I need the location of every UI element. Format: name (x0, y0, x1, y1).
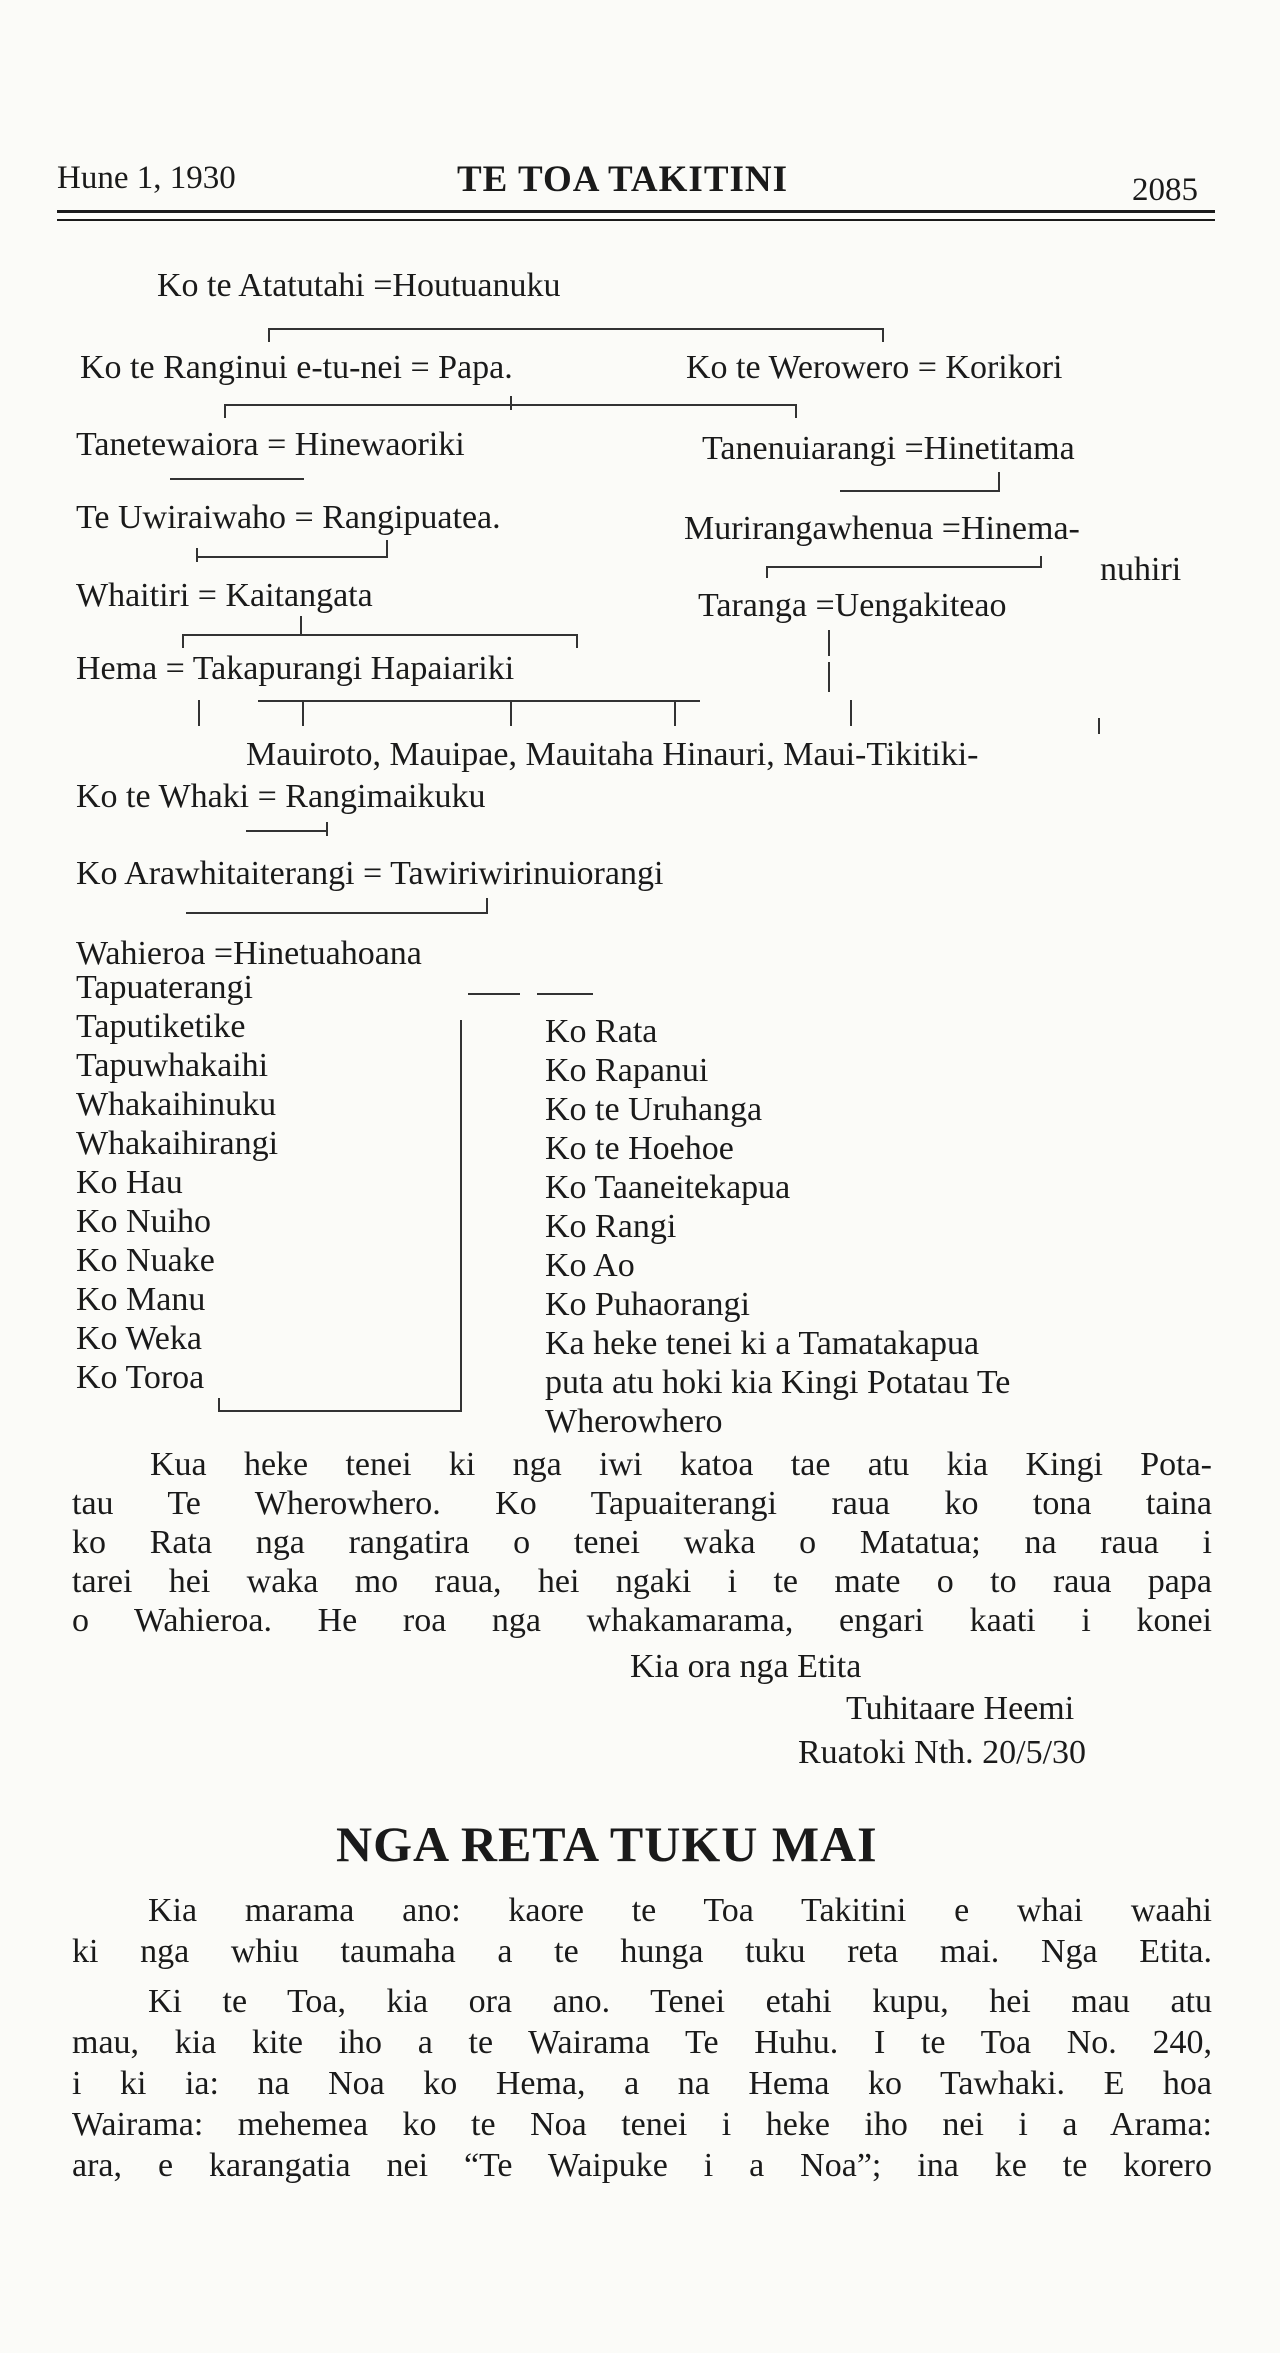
section-title: NGA RETA TUKU MAI (336, 1816, 878, 1872)
list-item: Ko Taaneitekapua (545, 1169, 791, 1206)
header-rule-top (57, 210, 1215, 213)
paragraph-line: ko Rata nga rangatira o tenei waka o Matatua; na raua i (72, 1524, 1212, 1561)
list-bracket (460, 1020, 462, 1412)
tree-connector (486, 898, 488, 914)
paragraph-line: tarei hei waka mo raua, hei ngaki i te mate o to raua papa (72, 1563, 1212, 1600)
paragraph-line: ara, e karangatia nei “Te Waipuke i a Noa”; ina ke te korero (72, 2147, 1212, 2184)
tree-connector (576, 634, 578, 648)
list-item: Ko Nuake (76, 1242, 215, 1279)
header-title: TE TOA TAKITINI (457, 159, 789, 200)
tree-connector (258, 700, 700, 702)
genealogy-line-6: Hema = Takapurangi Hapaiariki (76, 650, 515, 687)
tree-connector (766, 566, 1042, 568)
list-item: Whakaihinuku (76, 1086, 277, 1123)
list-item: Ko Rata (545, 1013, 658, 1050)
paragraph-line: Kia marama ano: kaore te Toa Takitini e whai waahi (148, 1892, 1212, 1929)
genealogy-line-2b: Ko te Werowero = Korikori (686, 349, 1063, 386)
genealogy-line-5b: Taranga =Uengakiteao (698, 587, 1007, 624)
list-item: Ka heke tenei ki a Tamatakapua (545, 1325, 980, 1362)
list-item: Ko Hau (76, 1164, 183, 1201)
tree-connector (1098, 718, 1100, 734)
tree-connector (510, 396, 512, 410)
tree-connector (828, 662, 830, 692)
signature-greeting: Kia ora nga Etita (630, 1648, 862, 1685)
tree-connector (196, 556, 386, 558)
paragraph-line: ki nga whiu taumaha a te hunga tuku reta mai. Nga Etita. (72, 1933, 1212, 1970)
paragraph-line: i ki ia: na Noa ko Hema, a na Hema ko Tawhaki. E hoa (72, 2065, 1212, 2102)
list-item: Ko te Uruhanga (545, 1091, 763, 1128)
signature-name: Tuhitaare Heemi (846, 1690, 1075, 1727)
genealogy-line-4b: Murirangawhenua =Hinema- (684, 510, 1080, 547)
tree-connector (468, 993, 520, 995)
list-item: Tapuaterangi (76, 969, 253, 1006)
signature-place-date: Ruatoki Nth. 20/5/30 (798, 1734, 1087, 1771)
tree-connector (268, 328, 883, 330)
list-item: Taputiketike (76, 1008, 246, 1045)
tree-connector (1040, 556, 1042, 568)
genealogy-line-1: Ko te Atatutahi =Houtuanuku (157, 267, 561, 304)
list-item: Ko te Hoehoe (545, 1130, 734, 1167)
tree-connector (182, 634, 576, 636)
header-rule-bottom (57, 219, 1215, 221)
tree-connector (246, 830, 326, 832)
list-item: Wherowhero (545, 1403, 723, 1440)
page-number: 2085 (1132, 172, 1198, 208)
tree-connector (300, 616, 302, 636)
list-item: Ko Rapanui (545, 1052, 709, 1089)
left-descendant-list (76, 968, 278, 1397)
right-descendant-list (545, 1012, 1010, 1441)
genealogy-line-3b: Tanenuiarangi =Hinetitama (702, 430, 1075, 467)
tree-connector (998, 472, 1000, 492)
list-bracket (218, 1410, 462, 1412)
paragraph-line: o Wahieroa. He roa nga whakamarama, engari kaati i konei (72, 1602, 1212, 1639)
tree-connector (224, 404, 226, 418)
genealogy-line-3a: Tanetewaiora = Hinewaoriki (76, 426, 465, 463)
list-item: Ko Ao (545, 1247, 635, 1284)
tree-connector (882, 328, 884, 342)
tree-connector (268, 328, 270, 342)
list-item: Ko Nuiho (76, 1203, 212, 1240)
paragraph-line: Wairama: mehemea ko te Noa tenei i heke iho nei i a Arama: (72, 2106, 1212, 2143)
paragraph-line: Kua heke tenei ki nga iwi katoa tae atu kia Kingi Pota- (150, 1446, 1212, 1483)
tree-connector (766, 566, 768, 578)
list-item: Ko Weka (76, 1320, 202, 1357)
list-item: Tapuwhakaihi (76, 1047, 269, 1084)
tree-connector (198, 700, 200, 726)
paragraph-line: tau Te Wherowhero. Ko Tapuaiterangi raua ko tona taina (72, 1485, 1212, 1522)
tree-connector (850, 700, 852, 726)
genealogy-line-7: Mauiroto, Mauipae, Mauitaha Hinauri, Maui-Tikitiki- (246, 736, 979, 773)
list-item: Whakaihirangi (76, 1125, 279, 1162)
list-bracket (218, 1398, 220, 1412)
genealogy-line-4c: nuhiri (1100, 551, 1182, 588)
list-item: Ko Manu (76, 1281, 206, 1318)
genealogy-line-10: Wahieroa =Hinetuahoana (76, 935, 422, 972)
tree-connector (510, 700, 512, 726)
list-item: Ko Rangi (545, 1208, 677, 1245)
tree-connector (302, 700, 304, 726)
tree-connector (182, 634, 184, 648)
genealogy-line-9: Ko Arawhitaiterangi = Tawiriwirinuiorangi (76, 855, 664, 892)
paragraph-line: Ki te Toa, kia ora ano. Tenei etahi kupu, hei mau atu (148, 1983, 1212, 2020)
tree-connector (840, 490, 998, 492)
tree-connector (795, 404, 797, 418)
tree-connector (537, 993, 593, 995)
genealogy-line-5a: Whaitiri = Kaitangata (76, 577, 373, 614)
list-item: Ko Toroa (76, 1359, 205, 1396)
list-item: Ko Puhaorangi (545, 1286, 750, 1323)
tree-connector (186, 912, 486, 914)
tree-connector (674, 700, 676, 726)
list-item: puta atu hoki kia Kingi Potatau Te (545, 1364, 1011, 1401)
genealogy-line-8: Ko te Whaki = Rangimaikuku (76, 778, 486, 815)
genealogy-line-2a: Ko te Ranginui e-tu-nei = Papa. (80, 349, 513, 386)
paragraph-line: mau, kia kite iho a te Wairama Te Huhu. I te Toa No. 240, (72, 2024, 1212, 2061)
genealogy-line-4a: Te Uwiraiwaho = Rangipuatea. (76, 499, 501, 536)
tree-connector (170, 478, 304, 480)
tree-connector (386, 540, 388, 558)
tree-connector (196, 548, 198, 562)
tree-connector (326, 822, 328, 836)
header-date: Hune 1, 1930 (57, 160, 236, 196)
tree-connector (828, 630, 830, 656)
